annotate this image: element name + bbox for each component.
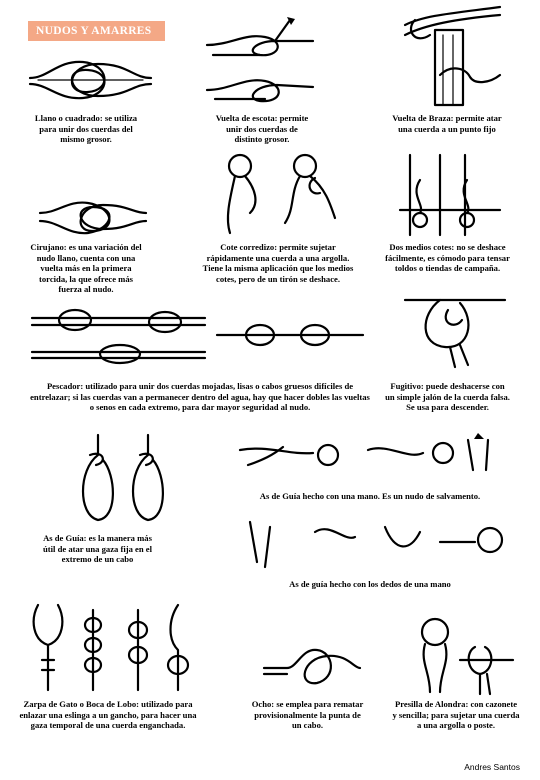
- as-guia-dedos-illustration: [245, 512, 510, 572]
- pescador-caption: Pescador: utilizado para unir dos cuerdas mojadas, lisas o cabos gruesos difíciles de entrelazar; si las cuerdas van a permanecer dentro del agua, hay que hacer dobles las vueltas o senos en cada extremo, para dar mayor seguridad al nudo.: [30, 381, 370, 413]
- as-guia-caption: As de Guía: es la manera más útil de atar una gaza fija en el extremo de un cabo: [43, 533, 152, 565]
- as-guia-mano-illustration: [238, 425, 508, 485]
- presilla-knot-illustration: [405, 612, 515, 697]
- page-title: NUDOS Y AMARRES: [28, 21, 165, 41]
- zarpa-caption: Zarpa de Gato o Boca de Lobo: utilizado para enlazar una eslinga a un gancho, para hacer una gaza temporal de una cuerda enganchada.: [19, 699, 197, 731]
- fugitivo-caption: Fugitivo: puede deshacerse con un simple jalón de la cuerda falsa. Se usa para descender.: [385, 381, 510, 413]
- presilla-caption: Presilla de Alondra: con cazonete y sencilla; para sujetar una cuerda a una argolla o poste.: [392, 699, 520, 731]
- medios-cotes-caption: Dos medios cotes: no se deshace fácilmente, es cómodo para tensar toldos o tiendas de campaña.: [385, 242, 510, 274]
- pescador-knot-illustration-2: [215, 310, 365, 360]
- zarpa-knot-illustration: [28, 600, 198, 695]
- author-credit: Andres Santos: [464, 762, 520, 772]
- cote-caption: Cote corredizo: permite sujetar rápidamente una cuerda a una argolla. Tiene la misma aplicación que los medios cotes, pero de un tirón se deshace.: [202, 242, 354, 284]
- cote-knot-illustration: [210, 148, 350, 243]
- as-guia-dedos-caption: As de guía hecho con los dedos de una mano: [289, 579, 451, 589]
- ocho-knot-illustration: [262, 638, 362, 698]
- fugitivo-knot-illustration: [400, 285, 510, 370]
- escota-knot-illustration: [205, 15, 315, 110]
- as-guia-knot-illustration: [68, 430, 178, 525]
- llano-knot-illustration: [28, 50, 153, 110]
- cirujano-caption: Cirujano: es una variación del nudo llano, cuenta con una vuelta más en la primera torcida, la que ofrece más fuerza al nudo.: [30, 242, 142, 295]
- ocho-caption: Ocho: se emplea para rematar provisionalmente la punta de un cabo.: [251, 699, 364, 731]
- braza-caption: Vuelta de Braza: permite atar una cuerda a un punto fijo: [392, 113, 502, 134]
- braza-knot-illustration: [395, 5, 505, 105]
- as-guia-mano-caption: As de Guía hecho con una mano. Es un nudo de salvamento.: [259, 491, 481, 501]
- llano-caption: Llano o cuadrado: se utiliza para unir dos cuerdas del mismo grosor.: [34, 113, 138, 145]
- pescador-knot-illustration: [30, 300, 210, 370]
- cirujano-knot-illustration: [38, 195, 148, 240]
- escota-caption: Vuelta de escota: permite unir dos cuerdas de distinto grosor.: [215, 113, 309, 145]
- medios-cotes-knot-illustration: [395, 150, 505, 240]
